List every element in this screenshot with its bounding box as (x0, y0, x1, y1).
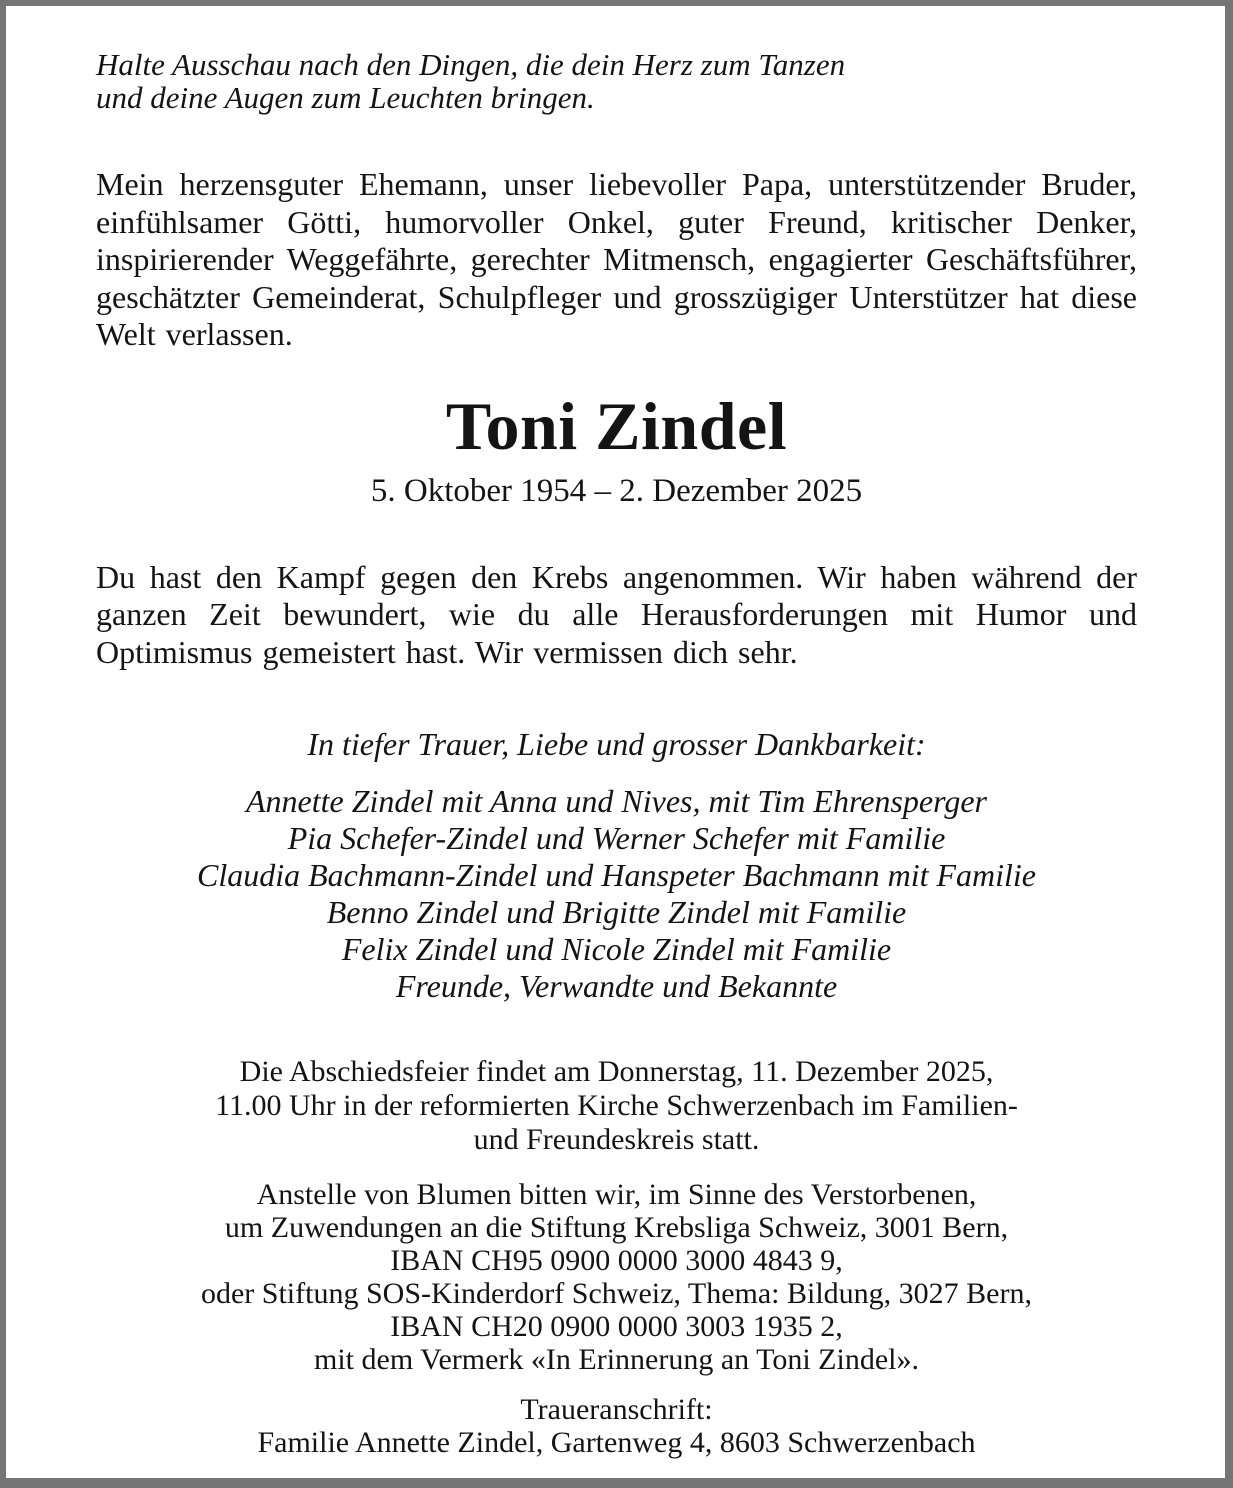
donation-info (96, 1178, 1137, 1376)
donation-info-line: Anstelle von Blumen bitten wir, im Sinne des Verstorbenen, (256, 1178, 977, 1211)
mourner-line: Pia Schefer-Zindel und Werner Schefer mit Familie (287, 820, 946, 856)
mourning-address-label: Traueranschrift: (520, 1393, 713, 1426)
mourning-intro: In tiefer Trauer, Liebe und grosser Dankbarkeit: (307, 726, 926, 762)
obituary-notice (6, 6, 1225, 1478)
scan-edge-right (1225, 6, 1233, 1478)
mourner-line: Claudia Bachmann-Zindel und Hanspeter Bachmann mit Familie (196, 857, 1036, 893)
epigraph-line-1: Halte Ausschau nach den Dingen, die dein Herz zum Tanzen (96, 47, 846, 82)
donation-info-line: IBAN CH20 0900 0000 3003 1935 2, (390, 1310, 843, 1343)
life-dates: 5. Oktober 1954 – 2. Dezember 2025 (370, 472, 863, 509)
epigraph-line-2: und deine Augen zum Leuchten bringen. (96, 80, 595, 115)
obituary-intro: Mein herzensguter Ehemann, unser liebevoller Papa, unterstützender Bruder, einfühlsamer Götti, humorvoller Onkel, guter Freund, kritischer Denker, inspirierender Weggefährte, gerechter Mitmensch, engagierter Geschäftsführer, geschätzter Gemeinderat, Schulpfleger und grosszügiger Unterstützer hat diese Welt verlassen. (96, 166, 1137, 352)
mourning-address (96, 1393, 1137, 1459)
service-info-line: 11.00 Uhr in der reformierten Kirche Schwerzenbach im Familien- (215, 1089, 1018, 1122)
service-info-line: und Freundeskreis statt. (473, 1123, 760, 1156)
donation-info-line: mit dem Vermerk «In Erinnerung an Toni Zindel». (314, 1343, 919, 1376)
donation-info-line: oder Stiftung SOS-Kinderdorf Schweiz, Thema: Bildung, 3027 Bern, (200, 1277, 1032, 1310)
service-info-line: Die Abschiedsfeier findet am Donnerstag, 11. Dezember 2025, (239, 1055, 994, 1088)
mourning-address-line: Familie Annette Zindel, Gartenweg 4, 8603 Schwerzenbach (257, 1426, 976, 1459)
mourner-line: Benno Zindel und Brigitte Zindel mit Familie (326, 894, 907, 930)
deceased-name: Toni Zindel (445, 387, 788, 464)
epigraph (96, 48, 1137, 114)
mourners-list (96, 783, 1137, 1005)
scan-edge-bottom (0, 1478, 1233, 1488)
service-info (96, 1055, 1137, 1157)
mourner-line: Annette Zindel mit Anna und Nives, mit Tim Ehrensperger (246, 783, 987, 819)
donation-info-line: IBAN CH95 0900 0000 3000 4843 9, (390, 1244, 843, 1277)
donation-info-line: um Zuwendungen an die Stiftung Krebsliga Schweiz, 3001 Bern, (224, 1211, 1009, 1244)
mourner-line: Felix Zindel und Nicole Zindel mit Familie (341, 931, 892, 967)
mourner-line: Freunde, Verwandte und Bekannte (395, 968, 838, 1004)
tribute-paragraph: Du hast den Kampf gegen den Krebs angenommen. Wir haben während der ganzen Zeit bewundert, wie du alle Herausforderungen mit Humor und Optimismus gemeistert hast. Wir vermissen dich sehr. (96, 558, 1137, 670)
